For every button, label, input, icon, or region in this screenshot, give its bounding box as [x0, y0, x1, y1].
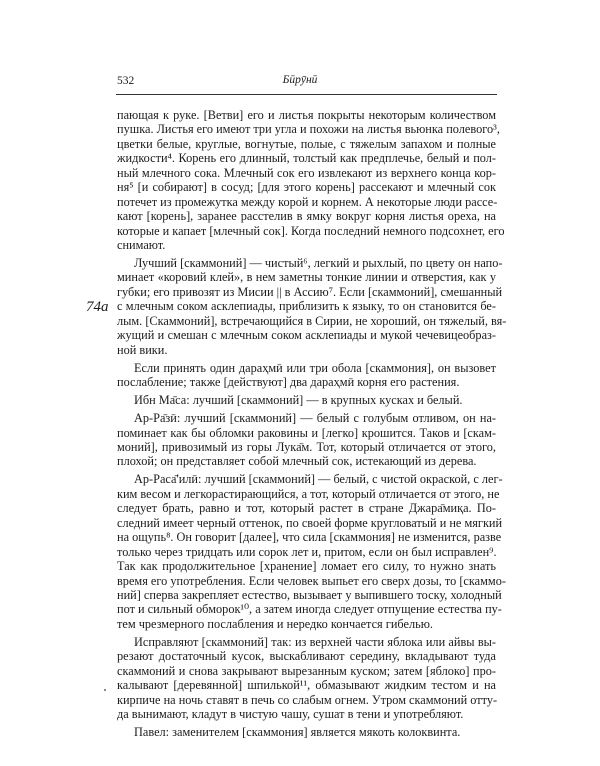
- text-line: жидкости⁴. Корень его длинный, толстый как предплечье, белый и пол-: [117, 151, 496, 166]
- paragraph: [117, 725, 496, 739]
- text-line: следует брать, равно и тот, который растет в стране Джара̄миқа. По-: [117, 501, 496, 516]
- text-line: Исправляют [скаммоний] так: из верхней части яблока или айвы вы-: [134, 634, 496, 649]
- paragraph: [117, 472, 506, 631]
- text-line: кают [корень], заранее расстелив в ямку вокруг корня листья ореха, на: [117, 209, 496, 224]
- text-line: жущий и смешан с млечным соком асклепиады и мукой чечевицеобраз-: [117, 328, 496, 343]
- text-line: которые и капает [млечный сок]. Когда последний немного подсохнет, его: [117, 223, 505, 238]
- text-line: лым. [Скаммоний], встречающийся в Сирии, не хороший, он тяжелый, вя-: [117, 313, 507, 328]
- text-line: скаммоний и снова закрывают вырезанным куском; затем [яблоко] про-: [117, 663, 496, 678]
- text-line: моний], привозимый из горы Лука̄м. Тот, который отличается от этого,: [117, 440, 496, 454]
- text-line: ня⁵ [и собирают] в сосуд; [для этого корень] рассекают и млечный сок: [117, 180, 496, 195]
- text-line: ный млечного сока. Млечный сок его извлекают из верхнего конца кор-: [117, 165, 496, 180]
- text-line: да вынимают, кладут в чистую чашу, сушат в тени и употребляют.: [117, 707, 464, 722]
- text-line: пот и сильный обморок¹⁰, а затем иногда следует отпущение естества пу-: [117, 602, 502, 617]
- text-line: ний] сперва закрепляет естество, вызывает у выпившего тоску, холодный: [117, 587, 502, 602]
- text-line: цветки белые, круглые, вогнутые, полые, с тяжелым запахом и полные: [117, 136, 496, 151]
- paragraph: [117, 393, 496, 407]
- text-line: следний имеет черный оттенок, по своей форме кругловатый и не мягкий: [117, 515, 503, 530]
- text-line: тем чрезмерного послабления и нередко кончается гибелью.: [117, 616, 433, 631]
- header-rule: [116, 94, 497, 95]
- text-line: время его употребления. Если человек выпьет его сверх дозы, то [скаммо-: [117, 573, 506, 588]
- text-line: Если принять один дараҳмӣ или три обола [скаммония], он вызовет: [134, 360, 496, 375]
- text-line: резают достаточный кусок, выскабливают середину, вкладывают туда: [117, 649, 496, 664]
- text-line: поминает как бы обломки раковины и [легко] крошится. Таков и [скам-: [117, 425, 496, 440]
- text-line: Павел: заменителем [скаммония] является мякоть колоквинта.: [134, 725, 461, 740]
- margin-note: 74a: [86, 299, 109, 315]
- text-line: пающая к руке. [Ветви] его и листья покрыты некоторым количеством: [117, 108, 496, 122]
- scan-speck: [104, 689, 106, 691]
- text-line: Так как продолжительное [хранение] ломает его силу, то нужно знать: [117, 559, 496, 574]
- text-line: ной вики.: [117, 342, 168, 357]
- running-title: Бӣрӯнӣ: [282, 74, 318, 86]
- text-line: Лучший [скаммоний] — чистый⁶, легкий и рыхлый, по цвету он напо-: [134, 255, 503, 270]
- page-number: 532: [117, 75, 135, 87]
- paragraph: [117, 361, 496, 390]
- text-line: минает «коровий клей», в нем заметны тонкие линии и отверстия, как у: [117, 270, 496, 285]
- text-line: снимают.: [117, 237, 166, 252]
- text-line: Ибн Ма̄са: лучший [скаммоний] — в крупных кусках и белый.: [134, 393, 463, 408]
- paragraph: [117, 255, 507, 357]
- body-text: [117, 108, 507, 743]
- text-line: на ощупь⁸. Он говорит [далее], что сила [скаммония] не изменится, разве: [117, 530, 502, 545]
- paragraph: [117, 108, 505, 252]
- text-line: Ар-Ра̄зӣ: лучший [скаммоний] — белый с голубым отливом, он на-: [134, 411, 496, 426]
- text-line: ким весом и легкорастирающийся, а тот, который отличается от этого, не: [117, 486, 500, 501]
- paragraph: [117, 635, 496, 722]
- text-line: послабление; также [действуют] два дараҳмӣ корня его растения.: [117, 375, 460, 390]
- text-line: калывают [деревянной] шпилькой¹¹, обмазывают жидким тестом и на: [117, 678, 496, 693]
- paragraph: [117, 411, 496, 469]
- text-line: Ар-Раса̄'илӣ: лучший [скаммоний] — белый, с чистой окраской, с лег-: [134, 472, 503, 487]
- text-line: кирпиче на ночь ставят в печь со слабым огнем. Утром скаммоний отту-: [117, 692, 498, 707]
- text-line: пушка. Листья его имеют три угла и похожи на листья вьюнка полевого³,: [117, 122, 500, 137]
- text-line: губки; его привозят из Мисии || в Ассию⁷. Если [скаммоний], смешанный: [117, 284, 503, 299]
- text-line: с млечным соком асклепиады, приблизить к языку, то он становится бе-: [117, 299, 496, 314]
- text-line: потечет из промежутка между корой и корнем. А некоторые люди рассе-: [117, 194, 498, 209]
- text-line: только через тридцать или сорок лет и, притом, если он был исправлен⁹.: [117, 544, 497, 559]
- text-line: плохой; он представляет собой млечный сок, истекающий из дерева.: [117, 454, 477, 469]
